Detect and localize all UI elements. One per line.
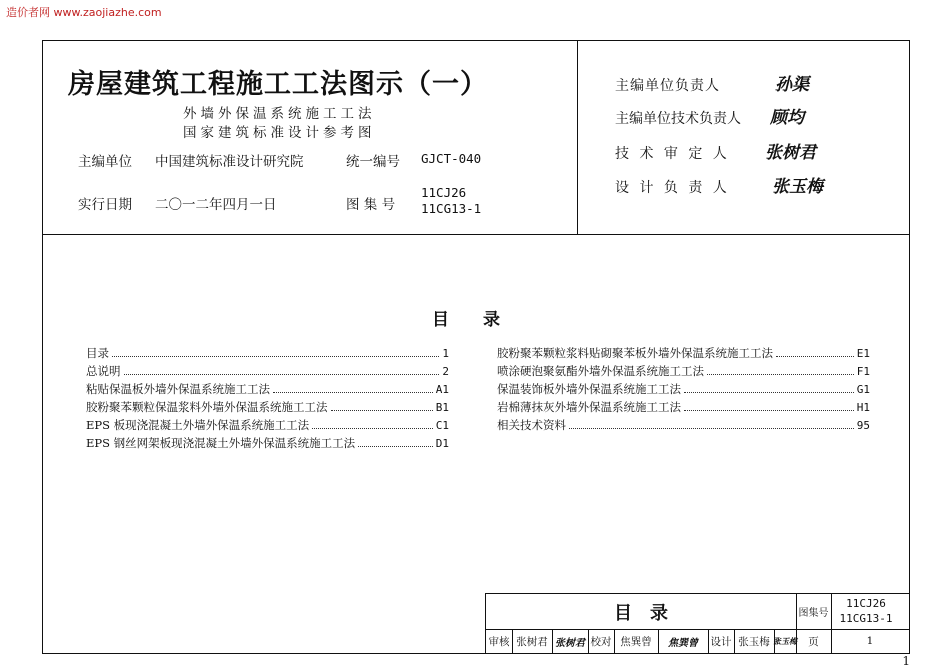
toc-item[interactable] — [86, 417, 449, 435]
signatory-label-tech-lead: 主编单位技术负责人 — [615, 111, 741, 127]
atlas-value-1: 11CJ26 — [421, 185, 467, 200]
toc-item[interactable] — [86, 363, 449, 381]
toc-item-title: 喷涂硬泡聚氨酯外墙外保温系统施工工法 — [497, 364, 704, 378]
toc-item-page: H1 — [856, 401, 870, 414]
signature-designer: 张玉梅 — [772, 177, 823, 197]
review-label: 审核 — [488, 635, 510, 648]
signature-reviewer: 张树君 — [765, 143, 816, 163]
date-value: 二〇一二年四月一日 — [155, 197, 277, 213]
toc-heading: 目 录 — [432, 310, 500, 330]
toc-item-title: 保温装饰板外墙外保温系统施工工法 — [497, 382, 681, 396]
toc-item[interactable] — [497, 363, 870, 381]
toc-item[interactable] — [497, 381, 870, 399]
check-signature: 焦巽曾 — [668, 637, 698, 649]
signatory-label-designer: 设 计 负 责 人 — [615, 180, 730, 196]
atlas-value-2: 11CG13-1 — [421, 201, 482, 216]
toc-item-page: C1 — [435, 419, 449, 432]
header-divider-vertical — [577, 40, 578, 235]
toc-item-page: 95 — [856, 419, 870, 432]
date-label: 实行日期 — [78, 197, 132, 213]
toc-item-page: E1 — [856, 347, 870, 360]
editor-value: 中国建筑标准设计研究院 — [155, 154, 304, 170]
title-block-divider — [614, 629, 615, 653]
toc-item-title: EPS 钢丝网架板现浇混凝土外墙外保温系统施工工法 — [86, 436, 356, 450]
toc-leader-dots — [273, 392, 433, 393]
watermark-text: 造价者网 www.zaojiazhe.com — [6, 6, 162, 19]
toc-leader-dots — [358, 446, 433, 447]
toc-leader-dots — [331, 410, 433, 411]
toc-item-title: 粘贴保温板外墙外保温系统施工工法 — [86, 382, 270, 396]
subtitle-reference: 国家建筑标准设计参考图 — [183, 125, 376, 141]
toc-item[interactable] — [497, 399, 870, 417]
toc-item[interactable] — [86, 399, 449, 417]
page-number: 1 — [902, 654, 910, 668]
toc-item-title: EPS 板现浇混凝土外墙外保温系统施工工法 — [86, 418, 310, 432]
toc-leader-dots — [776, 356, 854, 357]
title-block — [485, 593, 910, 654]
toc-right-column — [497, 345, 870, 435]
page-label: 页 — [808, 635, 819, 648]
title-block-atlas-value-1: 11CJ26 — [846, 596, 886, 610]
toc-item-title: 总说明 — [86, 364, 121, 378]
editor-label: 主编单位 — [78, 154, 132, 170]
review-signature: 张树君 — [555, 637, 585, 649]
title-block-divider — [774, 629, 775, 653]
title-block-divider — [552, 629, 553, 653]
toc-left-column — [86, 345, 449, 453]
toc-item[interactable] — [86, 345, 449, 363]
toc-leader-dots — [112, 356, 439, 357]
signature-chief-unit: 孙渠 — [775, 75, 809, 95]
toc-item-title: 目录 — [86, 346, 109, 360]
title-block-divider — [588, 629, 589, 653]
check-name: 焦巽曾 — [620, 635, 652, 648]
toc-item[interactable] — [497, 417, 870, 435]
signatory-label-reviewer: 技 术 审 定 人 — [615, 146, 730, 162]
title-block-divider — [734, 629, 735, 653]
unified-no-label: 统一编号 — [346, 154, 400, 170]
toc-item-page: 1 — [442, 347, 449, 360]
design-name: 张玉梅 — [738, 635, 770, 648]
toc-leader-dots — [124, 374, 440, 375]
title-block-divider — [512, 629, 513, 653]
unified-no-value: GJCT-040 — [421, 151, 482, 166]
page-value: 1 — [866, 635, 874, 647]
subtitle-system: 外墙外保温系统施工工法 — [183, 106, 376, 122]
toc-item[interactable] — [86, 381, 449, 399]
toc-leader-dots — [707, 374, 854, 375]
header-divider-horizontal — [42, 234, 910, 235]
toc-item-page: F1 — [856, 365, 870, 378]
toc-item-page: 2 — [442, 365, 449, 378]
toc-item-page: D1 — [435, 437, 449, 450]
signatory-label-chief-unit: 主编单位负责人 — [615, 78, 720, 94]
atlas-label: 图 集 号 — [346, 197, 396, 213]
title-block-title: 目 录 — [614, 602, 668, 624]
toc-leader-dots — [312, 428, 433, 429]
document-title: 房屋建筑工程施工工法图示（一） — [68, 69, 488, 100]
title-block-atlas-value-2: 11CG13-1 — [839, 611, 893, 625]
toc-leader-dots — [684, 392, 854, 393]
title-block-divider — [708, 629, 709, 653]
title-block-atlas-label: 图集号 — [798, 608, 829, 619]
design-signature: 张玉梅 — [773, 635, 797, 646]
title-block-divider — [658, 629, 659, 653]
signature-tech-lead: 顾均 — [770, 108, 804, 128]
review-name: 张树君 — [516, 635, 548, 648]
toc-item-title: 相关技术资料 — [497, 418, 566, 432]
check-label: 校对 — [590, 635, 612, 648]
toc-item-title: 岩棉薄抹灰外墙外保温系统施工工法 — [497, 400, 681, 414]
toc-item[interactable] — [497, 345, 870, 363]
toc-item-page: B1 — [435, 401, 449, 414]
toc-leader-dots — [684, 410, 854, 411]
toc-item-title: 胶粉聚苯颗粒浆料贴砌聚苯板外墙外保温系统施工工法 — [497, 346, 773, 360]
toc-item-page: G1 — [856, 383, 870, 396]
toc-item[interactable] — [86, 435, 449, 453]
toc-item-title: 胶粉聚苯颗粒保温浆料外墙外保温系统施工工法 — [86, 400, 328, 414]
toc-leader-dots — [569, 428, 854, 429]
toc-item-page: A1 — [435, 383, 449, 396]
design-label: 设计 — [710, 635, 732, 648]
